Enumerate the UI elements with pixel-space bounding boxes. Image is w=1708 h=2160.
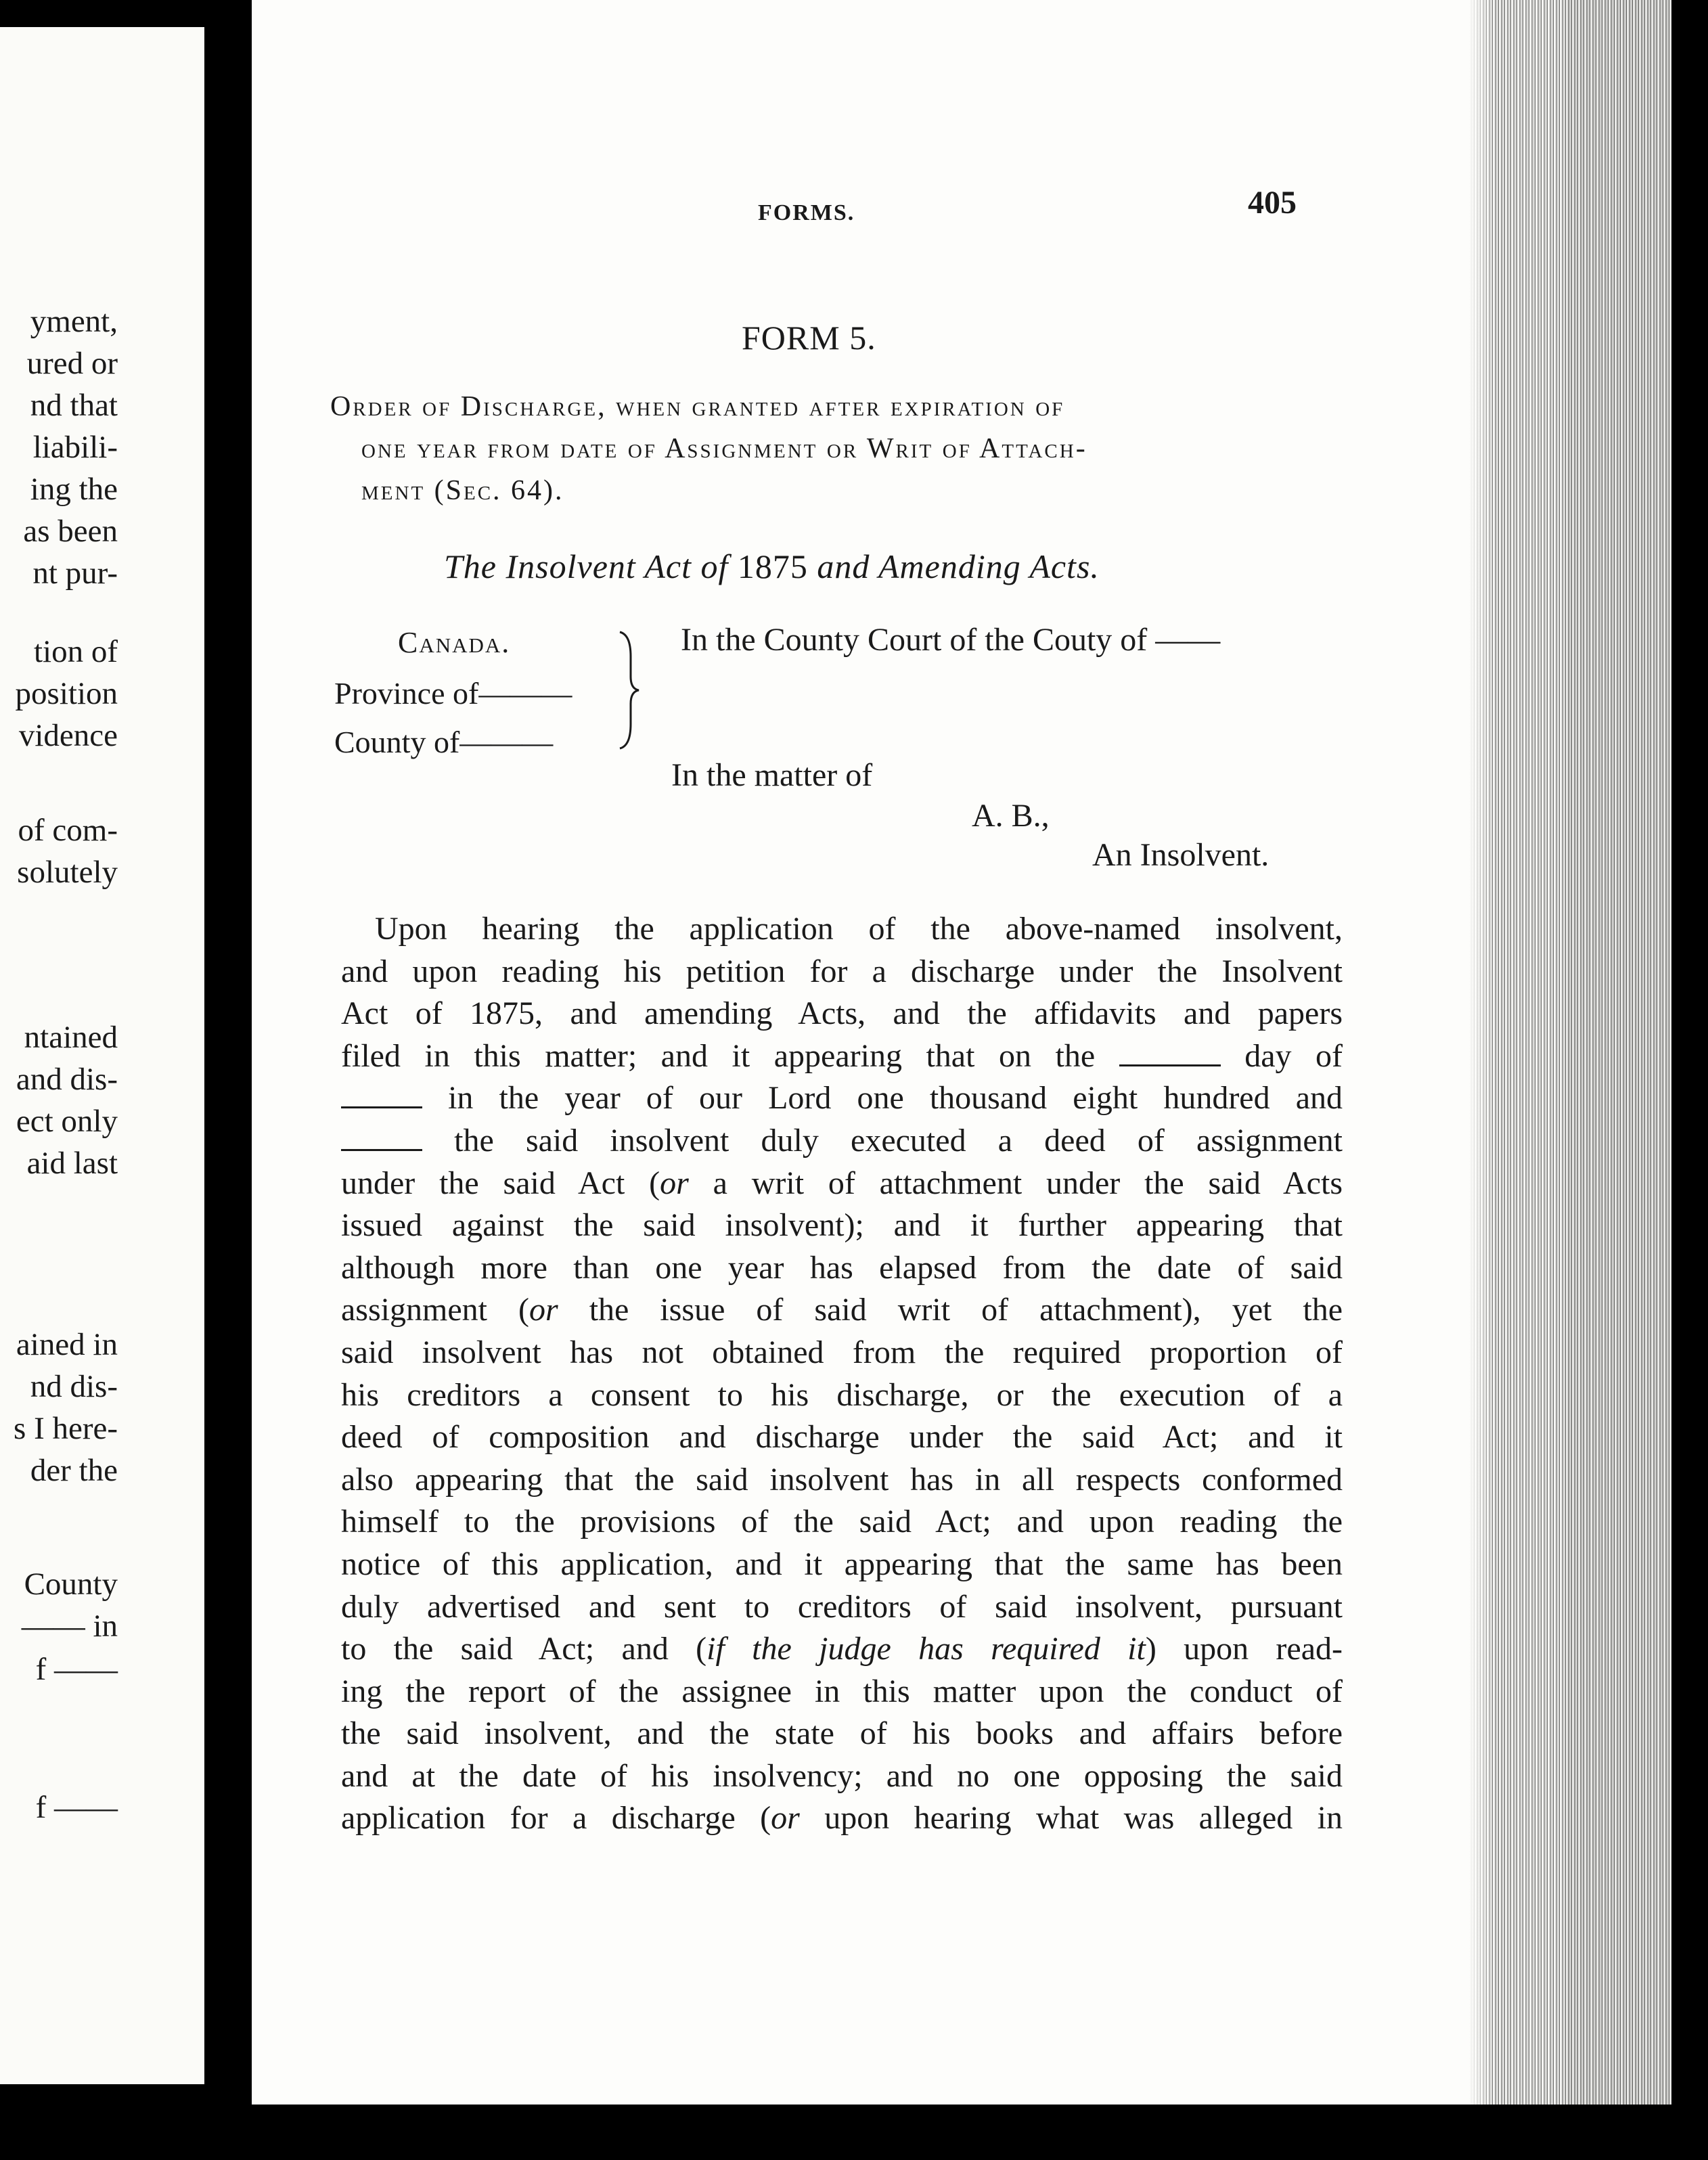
left-fragment: tion of [33,634,118,669]
left-fragment: solutely [17,855,118,890]
left-fragment: yment, [30,304,118,339]
body-text-part: day of [1244,1037,1343,1074]
act-title-prefix: The Insolvent Act of [444,547,729,585]
form-heading [330,386,1309,512]
body-line: issued against the said insolvent); and it further appearing that [341,1207,1343,1244]
body-line [341,1035,1343,1078]
form-body [341,908,1343,1840]
left-fragment: s I here- [14,1411,118,1446]
running-head: FORMS. [758,200,855,225]
act-title [444,547,1100,586]
italic-or: or [771,1800,800,1837]
left-fragment: f —— [35,1790,118,1825]
left-fragment: as been [23,514,118,549]
body-text-part: assignment ( [341,1292,529,1328]
left-fragment: —— in [21,1608,118,1644]
left-fragment: nd that [30,388,118,423]
body-text-part: ) upon read- [1145,1631,1343,1667]
body-text-part: in the year of our Lord one thousand eight hundred and [448,1080,1343,1117]
heading-line: one year from date of Assignment or Writ of Attach- [361,433,1087,464]
book-gutter [204,27,252,2098]
party-name: A. B., [972,798,1050,834]
body-line [341,1797,1343,1840]
left-fragment: of com- [18,813,118,848]
left-fragment: nt pur- [32,556,118,591]
body-line [341,1628,1343,1671]
blank-line [341,1129,422,1151]
left-fragment: vidence [18,718,118,753]
body-line: deed of composition and discharge under the said Act; and it [341,1419,1343,1456]
body-text-part: filed in this matter; and it appearing that on the [341,1037,1096,1074]
body-line: and upon reading his petition for a discharge under the Insolvent [341,953,1343,989]
left-fragment: position [15,676,118,711]
venue-brace [616,629,643,751]
left-fragment: ured or [26,346,118,381]
venue-county: County of——— [334,725,554,759]
left-fragment: and dis- [16,1062,118,1097]
left-fragment: liabili- [32,430,118,465]
heading-line: ment (Sec. 64). [361,475,564,506]
page-number: 405 [1248,185,1297,221]
body-line: duly advertised and sent to creditors of said insolvent, pursuant [341,1588,1343,1625]
italic-or: or [529,1292,558,1328]
blank-line [341,1086,422,1108]
heading-line: Order of Discharge, when granted after expiration of [330,391,1065,422]
body-text-part: under the said Act ( [341,1165,660,1201]
left-fragment: ing the [30,472,118,507]
left-fragment: aid last [26,1146,118,1181]
body-line: said insolvent has not obtained from the required proportion of [341,1334,1343,1370]
act-title-suffix: and Amending Acts. [817,547,1100,585]
body-text-part: to the said Act; and ( [341,1631,707,1667]
form-title: FORM 5. [742,319,876,357]
left-fragment: ained in [16,1327,118,1362]
italic-or: or [660,1165,689,1201]
blank-line [1119,1044,1221,1066]
matter-line: In the matter of [671,757,873,793]
body-line [341,1077,1343,1120]
venue-country: Canada. [398,626,511,659]
body-line: himself to the provisions of the said Act; and upon reading the [341,1504,1343,1540]
left-fragment: County [24,1567,118,1602]
page-edges-shade [1468,0,1496,2105]
body-line: Act of 1875, and amending Acts, and the affidavits and papers [341,995,1343,1032]
body-line: ing the report of the assignee in this matter upon the conduct of [341,1673,1343,1709]
court-line: In the County Court of the Couty of —— [681,622,1221,658]
left-fragment: nd dis- [30,1369,118,1404]
body-text-part: the said insolvent duly executed a deed of assignment [454,1122,1343,1158]
body-line [341,1163,1343,1205]
body-line: Upon hearing the application of the above-named insolvent, [375,911,1343,947]
left-fragment: ntained [24,1020,118,1055]
scan-border-right [1671,0,1708,2160]
venue-province: Province of——— [334,676,572,711]
body-line: his creditors a consent to his discharge, or the execution of a [341,1376,1343,1413]
body-line: also appearing that the said insolvent has in all respects conformed [341,1461,1343,1498]
left-fragment: der the [30,1453,118,1488]
body-text-part: application for a discharge ( [341,1800,771,1837]
left-fragment: f —— [35,1652,118,1687]
body-line [341,1120,1343,1163]
body-line [341,1289,1343,1332]
body-line: the said insolvent, and the state of his books and affairs before [341,1715,1343,1752]
left-page [0,27,204,2084]
body-text-part: upon hearing what was alleged in [799,1800,1343,1837]
scan-border-bottom [0,2105,1708,2160]
body-line: notice of this application, and it appearing that the same has been [341,1546,1343,1582]
italic-phrase: if the judge has required it [706,1631,1146,1667]
body-line: and at the date of his insolvency; and no one opposing the said [341,1757,1343,1794]
left-fragment: ect only [16,1104,118,1139]
body-text-part: the issue of said writ of attachment), yet the [558,1292,1343,1328]
act-title-year: 1875 [737,547,808,585]
party-role: An Insolvent. [1092,837,1269,873]
body-line: although more than one year has elapsed from the date of said [341,1249,1343,1286]
body-text-part: a writ of attachment under the said Acts [688,1165,1343,1201]
